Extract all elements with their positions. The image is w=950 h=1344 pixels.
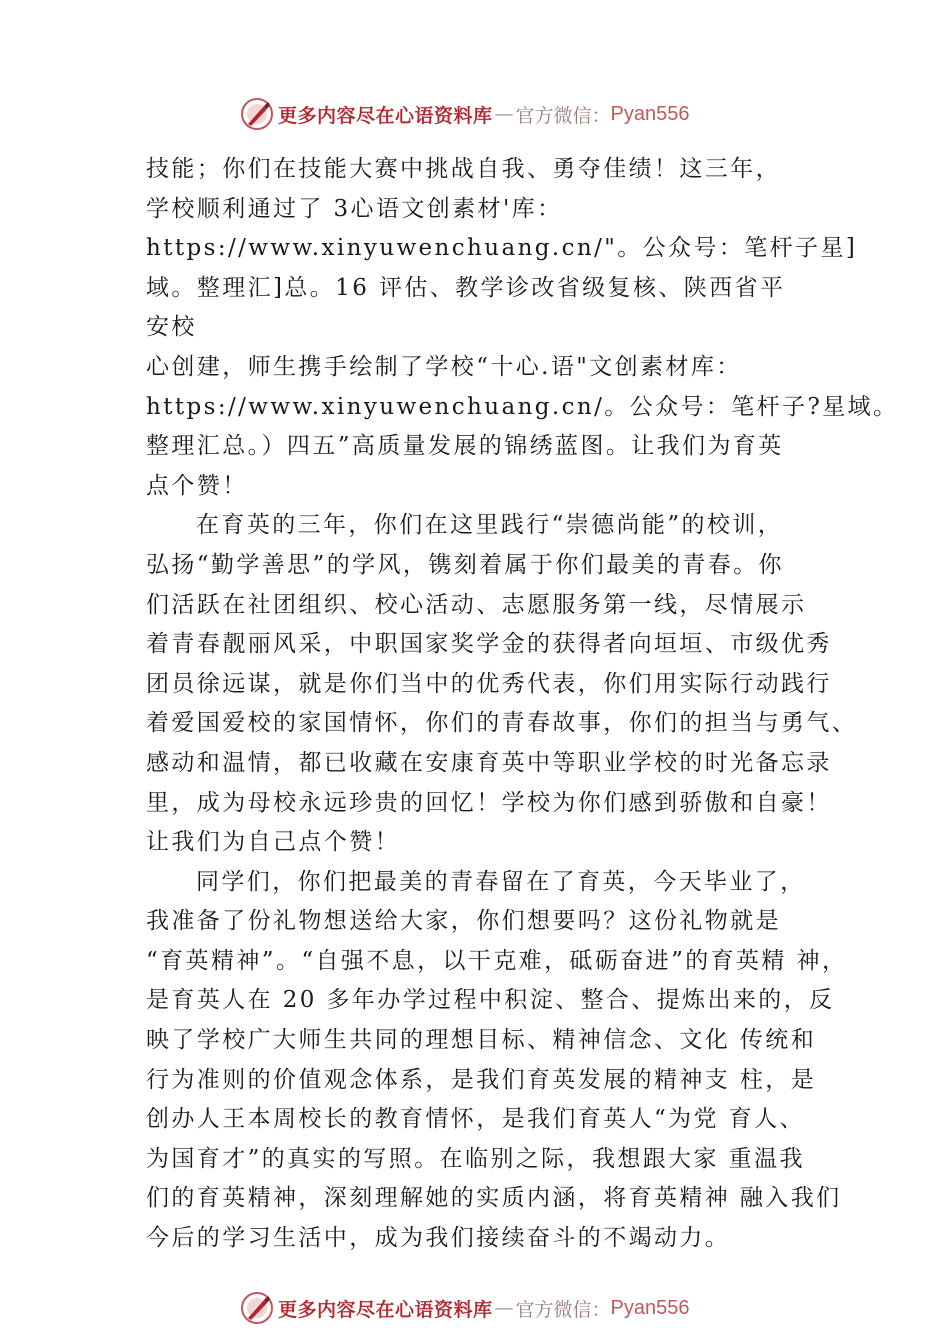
text-line: 心创建，师生携手绘制了学校“十心.语"文创素材库： [146,353,742,380]
text-line: 映了学校广大师生共同的理想目标、精神信念、文化 传统和 [146,1027,817,1054]
text-line: 里，成为母校永远珍贵的回忆！学校为你们感到骄傲和自豪！ [146,789,832,816]
text-line: 今后的学习生活中，成为我们接续奋斗的不竭动力。 [146,1225,731,1252]
text-line: 创办人王本周校长的教育情怀，是我们育英人“为党 育人、 [146,1106,805,1133]
header-banner [240,96,690,132]
text-line: 们的育英精神，深刻理解她的实质内涵，将育英精神 融入我们 [146,1185,842,1212]
text-line: 团员徐远谋，就是你们当中的优秀代表，你们用实际行动践行 [146,670,832,697]
text-line: 是育英人在 20 多年办学过程中积淀、整合、提炼出来的，反 [146,987,835,1014]
text-line: 域。整理汇]总。16 评估、教学诊改省级复核、陕西省平 [146,274,786,301]
text-line: “育英精神”。“自强不息，以干克难，砥砺奋进”的育英精 神， [146,947,848,974]
text-line: 着爱国爱校的家国情怀，你们的青春故事，你们的担当与勇气、 [146,710,858,737]
text-line: 安校 [146,314,197,341]
text-line: 们活跃在社团组织、校心活动、志愿服务第一线，尽情展示 [146,591,807,618]
text-line: https://www.xinyuwenchuang.cn/"。公众号：笔杆子星] [146,235,858,262]
text-line: 为国育才”的真实的写照。在临别之际，我想跟大家 重温我 [146,1145,805,1172]
text-line: 弘扬“勤学善思”的学风，镌刻着属于你们最美的青春。你 [146,551,784,578]
document-body [146,150,899,1259]
text-line: 我准备了份礼物想送给大家，你们想要吗？这份礼物就是 [146,908,781,935]
pen-logo-icon [240,1291,274,1325]
text-line: 行为准则的价值观念体系，是我们育英发展的精神支 柱，是 [146,1066,817,1093]
footer-banner [240,1290,690,1326]
banner-wechat-label: 官方微信： [515,104,611,127]
text-line: https://www.xinyuwenchuang.cn/。公众号：笔杆子?星域。 [146,393,899,420]
banner-separator: — [494,1297,514,1319]
banner-wechat-id: Pyan556 [610,1296,690,1319]
paragraph-start-line: 在育英的三年，你们在这里践行“崇德尚能”的校训， [196,512,784,539]
text-line: 让我们为自己点个赞！ [146,829,400,856]
paragraph-start-line: 同学们，你们把最美的青春留在了育英，今天毕业了， [196,868,806,895]
banner-brand: 更多内容尽在心语资料库 [278,104,493,127]
banner-separator: — [494,103,514,125]
text-line: 技能；你们在技能大赛中挑战自我、勇夺佳绩！这三年， [146,156,781,182]
text-line: 学校顺利通过了 3心语文创素材'库： [146,195,563,222]
banner-wechat-label: 官方微信： [515,1298,611,1321]
text-line: 点个赞！ [146,472,248,499]
text-line: 着青春靓丽风采，中职国家奖学金的获得者向垣垣、市级优秀 [146,631,832,658]
text-line: 感动和温情，都已收藏在安康育英中等职业学校的时光备忘录 [146,749,832,776]
pen-logo-icon [240,97,274,131]
text-line: 整理汇总。）四五”高质量发展的锦绣蓝图。让我们为育英 [146,433,784,460]
banner-brand: 更多内容尽在心语资料库 [278,1298,493,1321]
banner-wechat-id: Pyan556 [610,102,690,125]
